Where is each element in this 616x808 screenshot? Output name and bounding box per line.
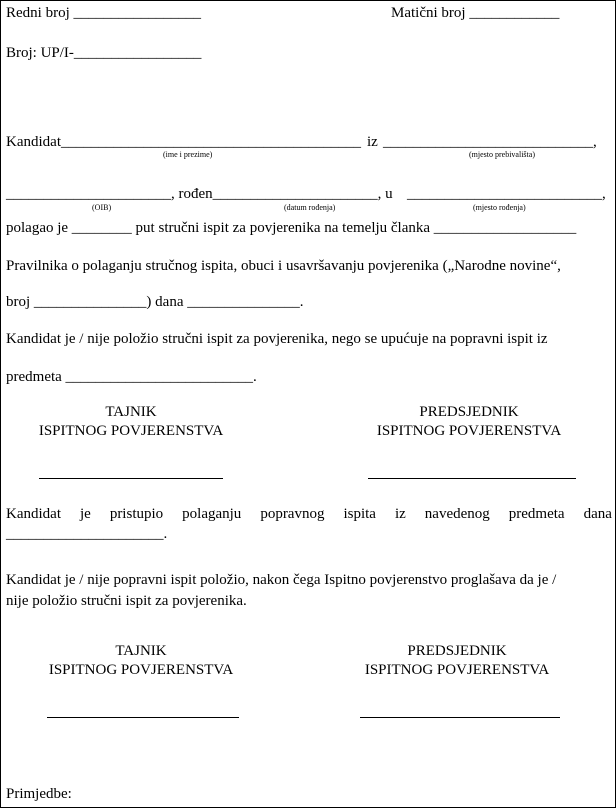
popravni-datum-line: _____________________. bbox=[6, 526, 168, 542]
popravni-word: popravnog bbox=[260, 506, 325, 522]
popravni-word: ispita bbox=[343, 506, 376, 522]
predsjednik-signature-line-2[interactable] bbox=[360, 717, 560, 718]
iz-label: iz bbox=[367, 134, 378, 150]
popravni-word: navedenog bbox=[424, 506, 490, 522]
popravni-word: polaganju bbox=[182, 506, 242, 522]
pravilnik-line: Pravilnika o polaganju stručnog ispita, obuci i usavršavanju povjerenika („Narodne novine“, bbox=[6, 258, 561, 274]
predmet-line: predmeta _________________________. bbox=[6, 369, 257, 385]
hint-mjesto-prebivalista: (mjesto prebivališta) bbox=[469, 150, 535, 159]
tajnik-title-1: TAJNIK bbox=[105, 404, 157, 420]
tajnik-signature-line-2[interactable] bbox=[47, 717, 239, 718]
popravni-word: je bbox=[79, 506, 91, 522]
popravni-word: dana bbox=[583, 506, 612, 522]
maticni-broj-field: Matični broj ____________ bbox=[391, 5, 560, 21]
popravni-word: predmeta bbox=[508, 506, 565, 522]
tajnik-signature-line-1[interactable] bbox=[39, 478, 223, 479]
primjedbe-label: Primjedbe: bbox=[6, 786, 72, 802]
tajnik-title-2: TAJNIK bbox=[115, 643, 167, 659]
popravni-word: Kandidat bbox=[6, 506, 61, 522]
polagao-line: polagao je ________ put stručni ispit za povjerenika na temelju članka ___________________ bbox=[6, 220, 577, 236]
broj-field: Broj: UP/I-_________________ bbox=[6, 45, 202, 61]
hint-datum-rodjenja: (datum rođenja) bbox=[284, 203, 336, 212]
mjesto-rodjenja-field: __________________________, bbox=[407, 186, 606, 202]
predsjednik-signature-line-1[interactable] bbox=[368, 478, 576, 479]
oib-rodjen-field: ______________________, rođen______________________, u bbox=[6, 186, 393, 202]
popravni-word: iz bbox=[394, 506, 406, 522]
hint-ime-prezime: (ime i prezime) bbox=[163, 150, 213, 159]
predsjednik-title-2: PREDSJEDNIK bbox=[407, 643, 507, 659]
predsjednik-title-1: PREDSJEDNIK bbox=[419, 404, 519, 420]
broj-dana-line: broj _______________) dana _______________. bbox=[6, 294, 304, 310]
hint-oib: (OIB) bbox=[92, 203, 112, 212]
predsjednik-subtitle-2: ISPITNOG POVJERENSTVA bbox=[364, 662, 550, 678]
kandidat-name-field: Kandidat________________________________________ bbox=[6, 134, 361, 150]
prebivaliste-field: ____________________________, bbox=[383, 134, 597, 150]
redni-broj-field: Redni broj _________________ bbox=[6, 5, 201, 21]
tajnik-subtitle-1: ISPITNOG POVJERENSTVA bbox=[38, 423, 224, 439]
hint-mjesto-rodjenja: (mjesto rođenja) bbox=[473, 203, 526, 212]
popravni-word: pristupio bbox=[109, 506, 164, 522]
tajnik-subtitle-2: ISPITNOG POVJERENSTVA bbox=[48, 662, 234, 678]
popravni-rezultat-line-2: nije položio stručni ispit za povjerenika. bbox=[6, 593, 247, 609]
popravni-rezultat-line-1: Kandidat je / nije popravni ispit položio, nakon čega Ispitno povjerenstvo proglašava da je / bbox=[6, 572, 557, 588]
popravni-pristup-line bbox=[6, 507, 612, 522]
predsjednik-subtitle-1: ISPITNOG POVJERENSTVA bbox=[376, 423, 562, 439]
rezultat-line: Kandidat je / nije položio stručni ispit za povjerenika, nego se upućuje na popravni ispit iz bbox=[6, 331, 548, 347]
